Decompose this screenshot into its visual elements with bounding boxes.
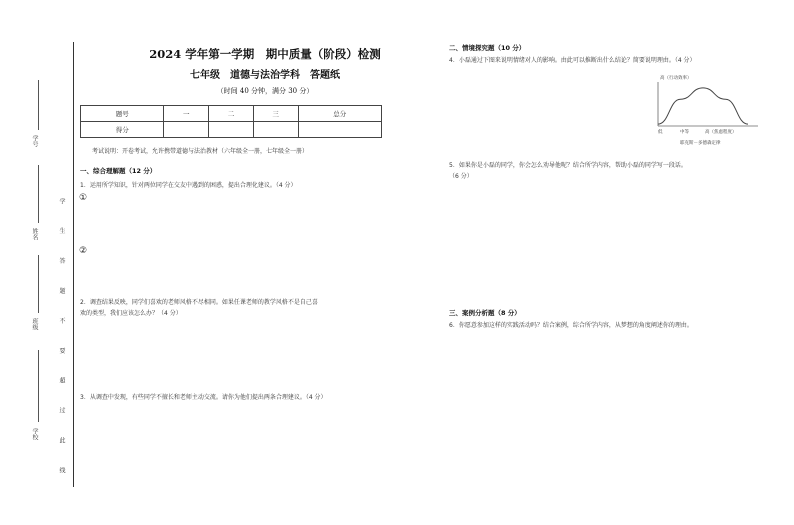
question-1: 1．运用所学知识，针对两位同学在交友中遇到的困惑，提出合理化建议。（4 分） <box>80 182 297 189</box>
question-5-line1: 5．如果你是小磊的同学，你会怎么劝导他呢？结合所学内容，帮助小磊的同学写一段话。 <box>449 162 687 169</box>
class-line <box>38 255 39 313</box>
chart-x-tick-low: 低 <box>658 130 663 135</box>
section1-title: 一、综合理解题（12 分） <box>80 167 157 175</box>
student-id-label: 学号 <box>31 135 38 147</box>
chart-svg <box>648 72 788 150</box>
score-cell[interactable] <box>209 122 254 138</box>
time-note: （时间 40 分钟，满分 30 分） <box>216 87 314 95</box>
seal-line-text: 学 生 答 题 不 要 超 过 此 线 <box>58 198 65 485</box>
page-subtitle: 七年级 道德与法治学科 答题纸 <box>190 70 340 81</box>
chart-curve <box>658 88 748 124</box>
school-line <box>38 350 39 422</box>
student-id-line <box>38 80 39 130</box>
answer-mark-1: ① <box>79 193 88 203</box>
score-table-header-row <box>81 106 382 122</box>
question-5-line2: （6 分） <box>449 173 473 180</box>
binding-line <box>73 42 74 487</box>
question-3: 3．从调查中发现，有些同学不擅长和老师主动交流。请你为他们提出两条合理建议。（4 分） <box>80 394 327 401</box>
class-label: 班级 <box>31 318 38 330</box>
score-header-cell: 一 <box>164 106 209 122</box>
yerkes-dodson-chart <box>648 72 788 150</box>
school-label: 学校 <box>31 428 38 440</box>
score-cell[interactable] <box>298 122 382 138</box>
score-cell[interactable] <box>253 122 298 138</box>
score-table-row <box>81 122 382 138</box>
exam-note: 考试说明：开卷考试，允许携带道德与法治教材（六年级全一册，七年级全一册） <box>92 148 309 155</box>
chart-x-tick-mid: 中等 <box>680 130 689 135</box>
score-header-cell: 题号 <box>81 106 164 122</box>
chart-caption: 耶克斯－多德森定律 <box>680 141 721 146</box>
score-table <box>80 105 382 138</box>
section2-title: 二、情境探究题（10 分） <box>449 44 526 52</box>
score-header-cell: 二 <box>209 106 254 122</box>
question-6: 6．你愿意参加这样的实践活动吗？结合案例，综合所学内容，从梦想的角度阐述你的理由。 <box>449 322 693 329</box>
section3-title: 三、案例分析题（8 分） <box>449 309 521 317</box>
question-2-line1: 2．调查结果反映，同学们喜欢的老师风格不尽相同。如果任课老师的教学风格不是自己喜 <box>80 299 318 306</box>
page-title: 2024 学年第一学期 期中质量（阶段）检测 <box>149 47 381 61</box>
answer-mark-2: ② <box>79 246 88 256</box>
name-line <box>38 165 39 223</box>
question-4: 4．小磊通过下图来说明情绪对人的影响。由此可以推断出什么结论？简要说明理由。（4 分） <box>449 57 696 64</box>
score-cell[interactable] <box>164 122 209 138</box>
question-2-line2: 欢的类型，我们应该怎么办？（4 分） <box>80 310 182 317</box>
score-row-label: 得分 <box>81 122 164 138</box>
name-label: 姓名 <box>31 228 38 240</box>
score-header-cell: 三 <box>253 106 298 122</box>
score-header-cell: 总分 <box>298 106 382 122</box>
chart-ylabel: 高（行动效率） <box>660 76 692 81</box>
chart-xlabel: 高（焦虑程度） <box>705 130 737 135</box>
